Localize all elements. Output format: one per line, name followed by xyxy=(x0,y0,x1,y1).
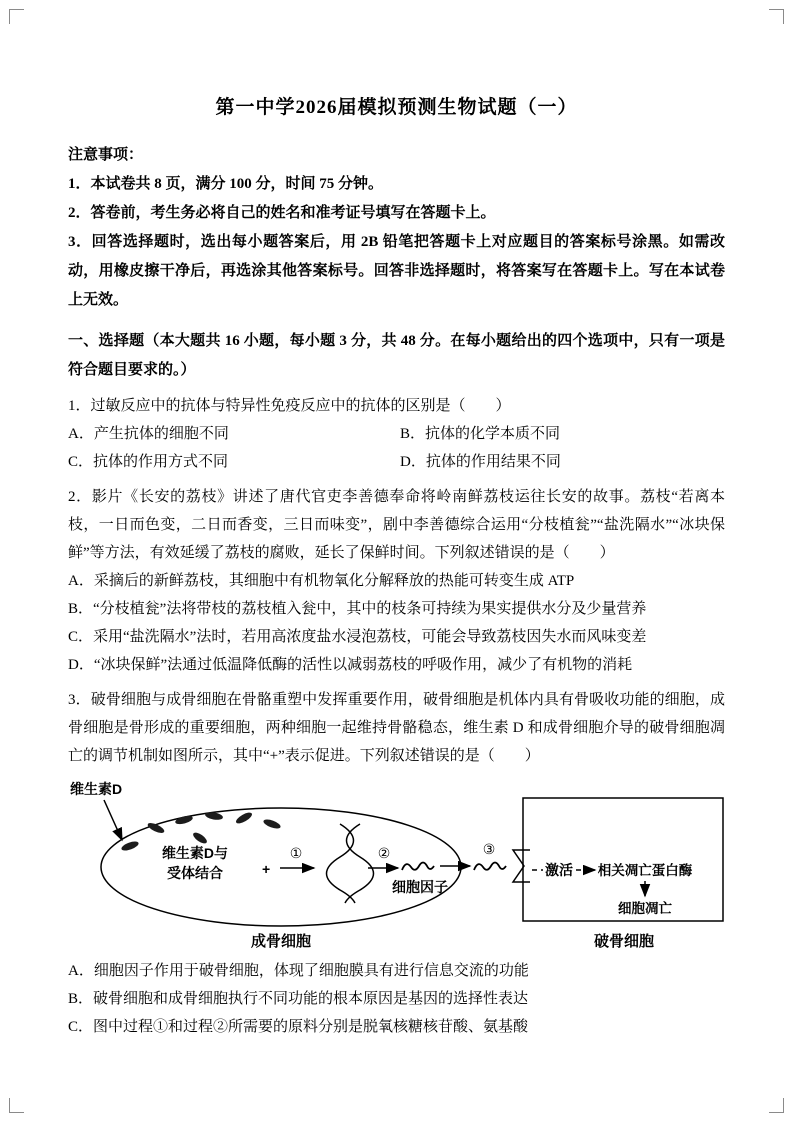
question-2-option-c: C．采用“盐洗隔水”法时，若用高浓度盐水浸泡荔枝，可能会导致荔枝因失水而风味变差 xyxy=(68,629,647,645)
regulation-diagram-svg xyxy=(68,778,728,950)
vitamin-d-label: 维生素D xyxy=(70,781,123,797)
question-1-stem: 1．过敏反应中的抗体与特异性免疫反应中的抗体的区别是（ ） xyxy=(68,398,511,414)
vitamin-d-arrow xyxy=(104,800,122,840)
question-1-option-d: D．抗体的作用结果不同 xyxy=(400,454,561,470)
cytokine-label: 细胞因子 xyxy=(392,879,448,895)
question-2 xyxy=(68,483,725,679)
page-title: 第一中学2026届模拟预测生物试题（一） xyxy=(215,97,578,118)
page-corner-mark-top-left xyxy=(9,9,24,24)
question-3 xyxy=(68,686,725,1041)
osteoclast-label: 破骨细胞 xyxy=(593,933,655,950)
question-1 xyxy=(68,392,725,476)
dna-helix-icon xyxy=(327,824,374,903)
notice-item-1: 1．本试卷共 8 页，满分 100 分，时间 75 分钟。 xyxy=(68,176,384,192)
process-3-number: ③ xyxy=(482,842,496,858)
receptor-binding-label-line2: 受体结合 xyxy=(167,865,223,881)
plus-promote-sign: + xyxy=(262,861,271,877)
question-2-option-b: B．“分枝植瓮”法将带枝的荔枝植入瓮中，其中的枝条可持续为果实提供水分及少量营养 xyxy=(68,601,647,617)
apoptosis-protease-label: 相关凋亡蛋白酶 xyxy=(597,863,693,878)
question-2-option-a: A．采摘后的新鲜荔枝，其细胞中有机物氧化分解释放的热能可转变生成 ATP xyxy=(68,573,575,589)
activate-label: 激活 xyxy=(545,862,573,878)
question-3-option-b: B．破骨细胞和成骨细胞执行不同功能的根本原因是基因的选择性表达 xyxy=(68,991,529,1007)
osteoblast-label: 成骨细胞 xyxy=(250,933,312,950)
question-3-option-c: C．图中过程①和过程②所需要的原料分别是脱氧核糖核苷酸、氨基酸 xyxy=(68,1019,529,1035)
page-corner-mark-bottom-right xyxy=(769,1098,784,1113)
process-2-number: ② xyxy=(377,846,391,862)
question-3-stem: 3．破骨细胞与成骨细胞在骨骼重塑中发挥重要作用，破骨细胞是机体内具有骨吸收功能的细胞，成骨细胞是骨形成的重要细胞，两种细胞一起维持骨骼稳态，维生素 D 和成骨细胞介导的破骨细胞凋亡的调节机制如图所示，其中“+”表示促进。下列叙述错误的是（ ） xyxy=(68,692,725,764)
secreted-cytokine-squiggle-icon xyxy=(474,863,506,871)
exam-document xyxy=(68,92,725,1041)
notice-item-3: 3．回答选择题时，选出每小题答案后，用 2B 铅笔把答题卡上对应题目的答案标号涂黑。如需改动，用橡皮擦干净后，再选涂其他答案标号。回答非选择题时，将答案写在答题卡上。写在本试卷上无效。 xyxy=(68,234,725,308)
question-3-option-a: A．细胞因子作用于破骨细胞，体现了细胞膜具有进行信息交流的功能 xyxy=(68,963,529,979)
cytokine-squiggle-icon xyxy=(402,863,434,871)
membrane-receptor-icon xyxy=(513,850,530,882)
process-1-number: ① xyxy=(289,846,303,862)
notice-item-2: 2．答卷前，考生务必将自己的姓名和准考证号填写在答题卡上。 xyxy=(68,205,496,221)
receptor-binding-label-line1: 维生素D与 xyxy=(161,845,229,861)
question-1-option-c: C．抗体的作用方式不同 xyxy=(68,454,229,470)
notice-heading: 注意事项： xyxy=(68,147,144,163)
section-heading: 一、选择题（本大题共 16 小题，每小题 3 分，共 48 分。在每小题给出的四个选项中，只有一项是符合题目要求的。） xyxy=(68,333,725,378)
question-1-option-a: A．产生抗体的细胞不同 xyxy=(68,426,229,442)
page-corner-mark-top-right xyxy=(769,9,784,24)
cell-apoptosis-label: 细胞凋亡 xyxy=(618,901,672,916)
question-1-option-b: B．抗体的化学本质不同 xyxy=(400,426,561,442)
question-1-options xyxy=(68,420,725,476)
page-corner-mark-bottom-left xyxy=(9,1098,24,1113)
regulation-diagram xyxy=(68,778,725,955)
question-2-option-d: D．“冰块保鲜”法通过低温降低酶的活性以减弱荔枝的呼吸作用，减少了有机物的消耗 xyxy=(68,657,633,673)
question-2-stem: 2．影片《长安的荔枝》讲述了唐代官吏李善德奉命将岭南鲜荔枝运往长安的故事。荔枝“若离本枝，一日而色变，二日而香变，三日而味变”，剧中李善德综合运用“分枝植瓮”“盐洗隔水”“冰块保鲜”等方法，有效延缓了荔枝的腐败，延长了保鲜时间。下列叙述错误的是（ ） xyxy=(68,489,725,561)
